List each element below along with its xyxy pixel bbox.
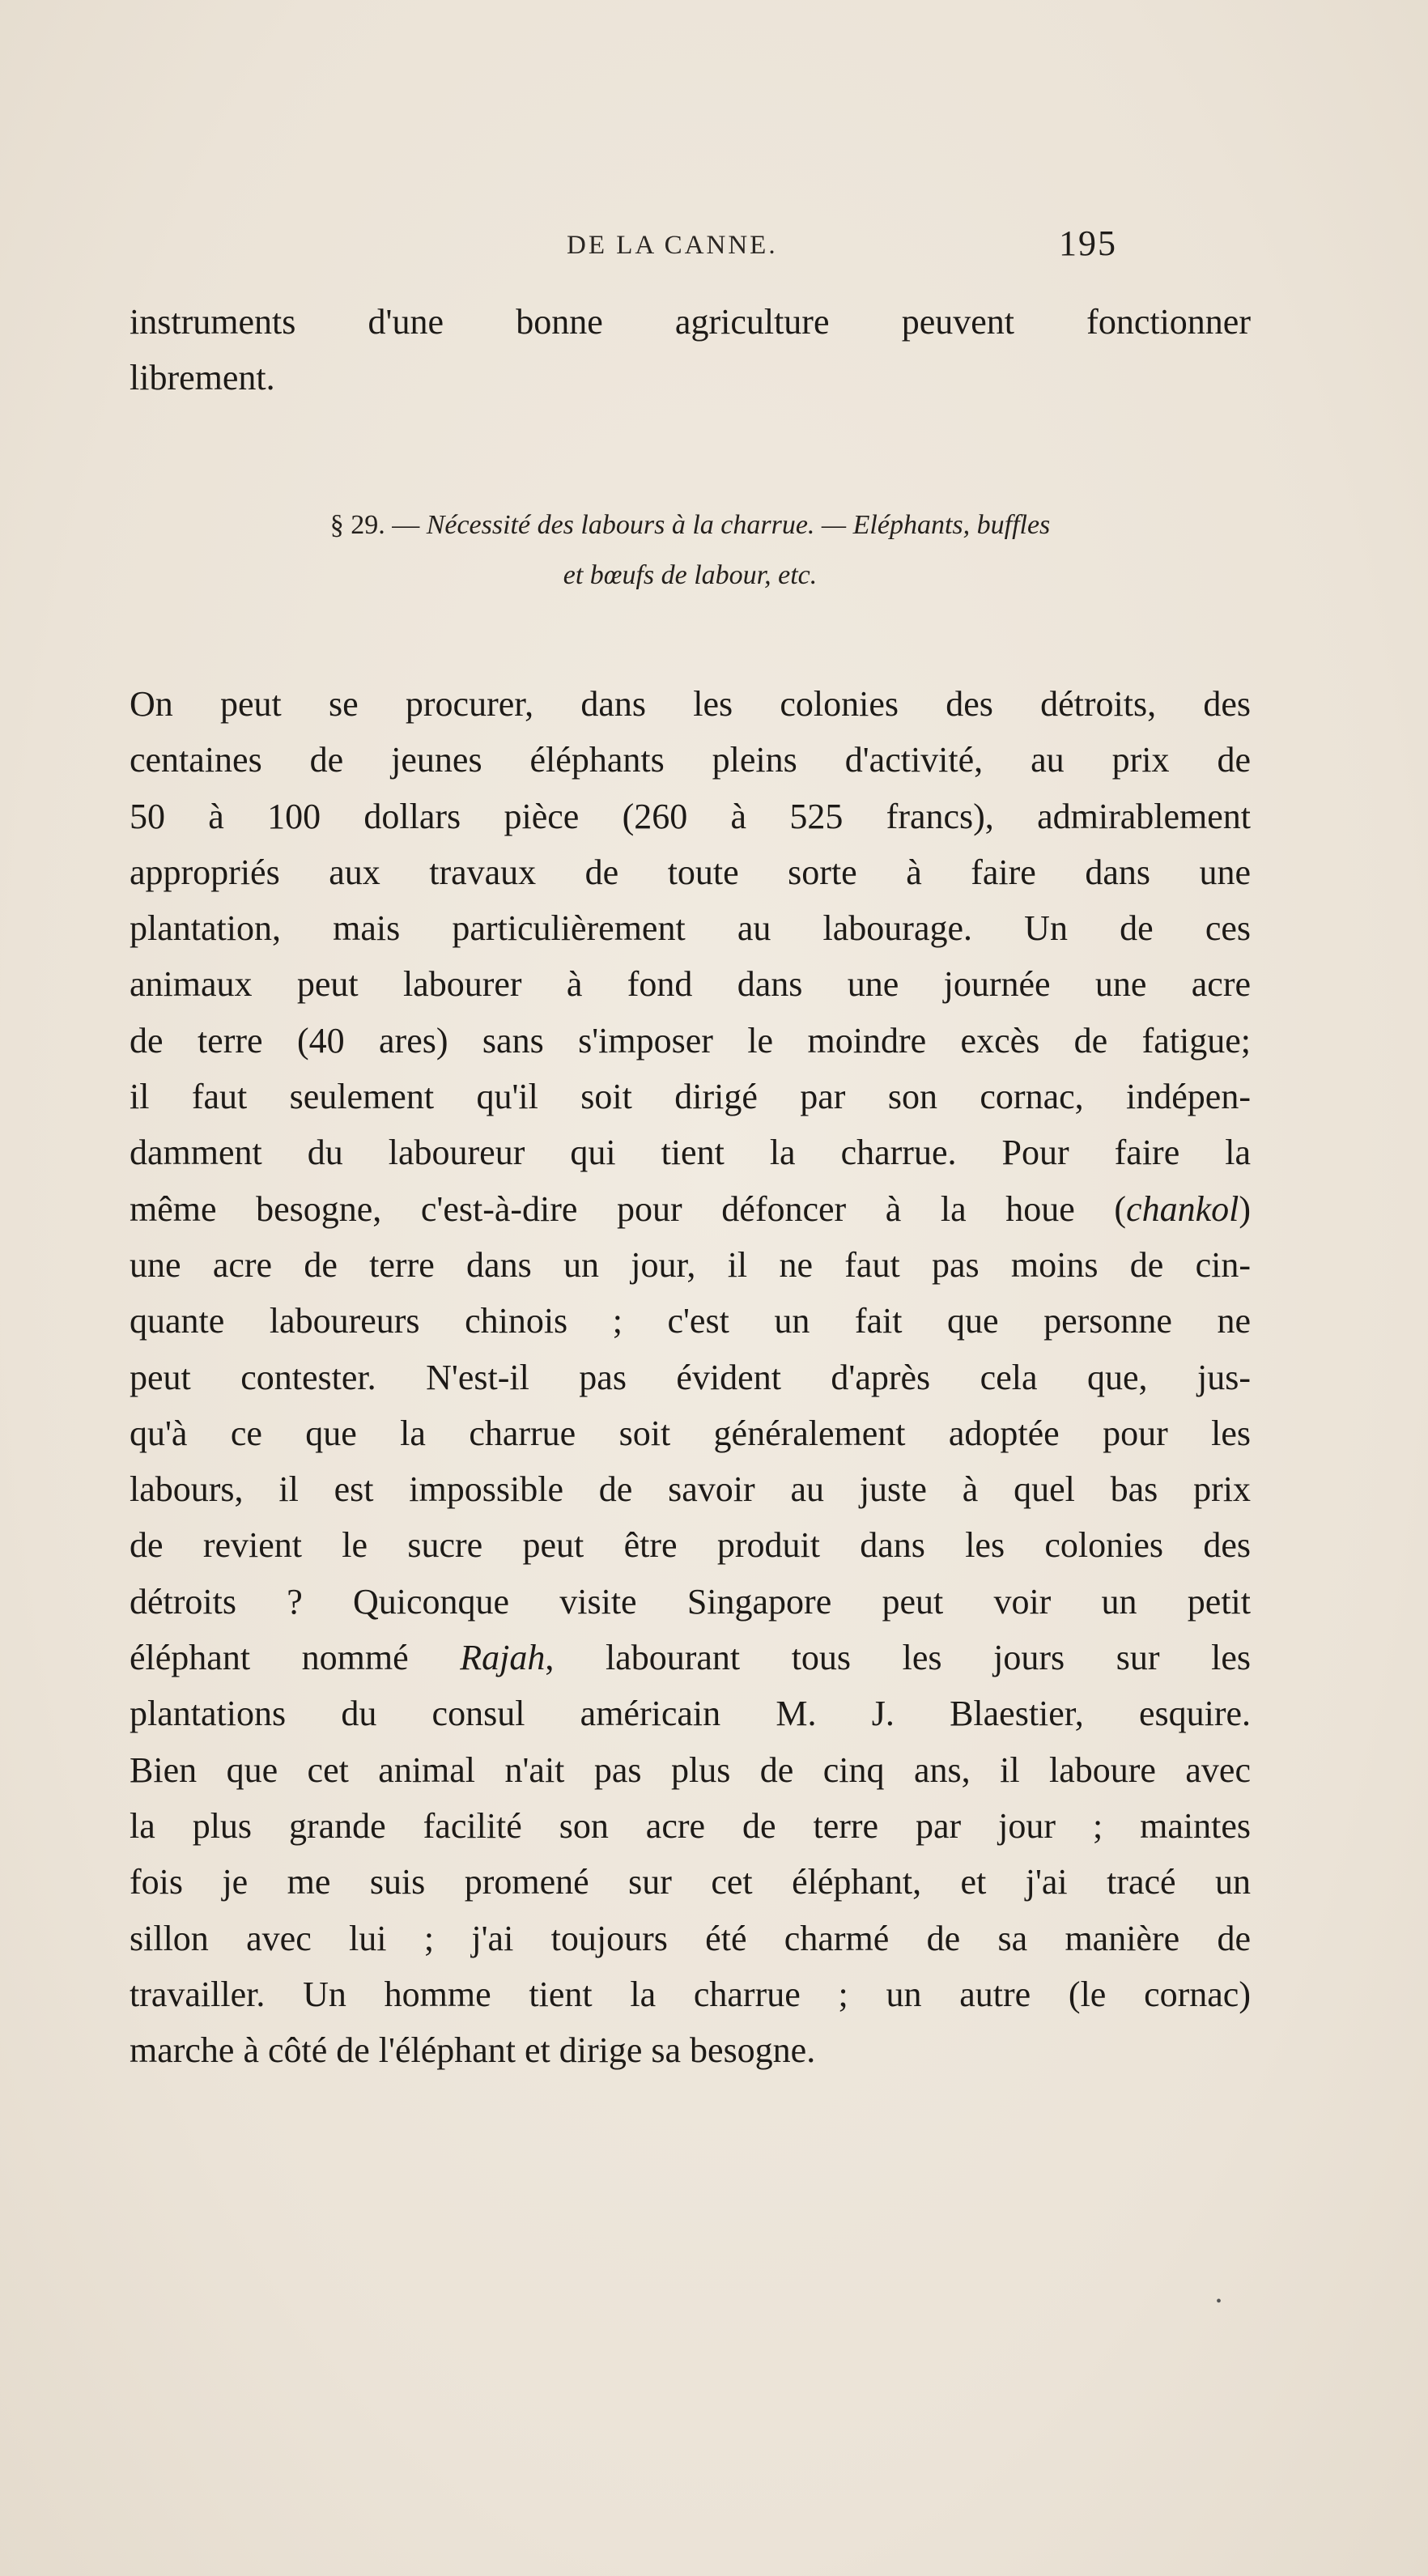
text-line: plantations du consul américain M. J. Blaestier, esquire. <box>130 1694 1251 1734</box>
text-line: de terre (40 ares) sans s'imposer le moindre excès de fatigue; <box>130 1020 1251 1061</box>
text-line: qu'à ce que la charrue soit généralement adoptée pour les <box>130 1413 1251 1453</box>
intro-text <box>130 295 1251 408</box>
section-number: § 29. — <box>329 510 420 540</box>
text-line: On peut se procurer, dans les colonies des détroits, des <box>130 684 1251 724</box>
text-line: une acre de terre dans un jour, il ne faut pas moins de cin- <box>130 1244 1251 1285</box>
running-head: DE LA CANNE. <box>567 231 778 260</box>
text-line: la plus grande facilité son acre de terre par jour ; maintes <box>130 1805 1251 1846</box>
paragraph <box>130 676 1251 2078</box>
text-line: labours, il est impossible de savoir au juste à quel bas prix <box>130 1469 1251 1510</box>
text-line: de revient le sucre peut être produit dans les colonies des <box>130 1525 1251 1566</box>
page-mark: • <box>1216 2293 1222 2310</box>
text-line: damment du laboureur qui tient la charrue. Pour faire la <box>130 1133 1251 1173</box>
text-line: il faut seulement qu'il soit dirigé par son cornac, indépen- <box>130 1077 1251 1117</box>
text-line: librement. <box>130 358 275 398</box>
text-line: Bien que cet animal n'ait pas plus de cinq ans, il laboure avec <box>130 1749 1251 1790</box>
text-line: sillon avec lui ; j'ai toujours été charmé de sa manière de <box>130 1918 1251 1958</box>
italic-term: Rajah <box>460 1638 546 1678</box>
text-line: marche à côté de l'éléphant et dirige sa besogne. <box>130 2030 816 2071</box>
text-line: centaines de jeunes éléphants pleins d'activité, au prix de <box>130 740 1251 780</box>
section-heading-line-1 <box>130 500 1251 550</box>
italic-term: chankol <box>1126 1188 1239 1229</box>
text-line: 50 à 100 dollars pièce (260 à 525 francs), admirablement <box>130 796 1251 836</box>
section-heading <box>130 500 1251 601</box>
text-line: travailler. Un homme tient la charrue ; un autre (le cornac) <box>130 1974 1251 2014</box>
text-line: éléphant nommé Rajah, labourant tous les jours sur les <box>130 1638 1252 1678</box>
text-line: plantation, mais particulièrement au labourage. Un de ces <box>130 908 1251 949</box>
text-line: quante laboureurs chinois ; c'est un fait que personne ne <box>130 1301 1251 1341</box>
section-title-part-2: et bœufs de labour, etc. <box>563 560 818 590</box>
text-line: même besogne, c'est-à-dire pour défoncer à la houe (chankol) <box>130 1188 1251 1229</box>
text-line: instruments d'une bonne agriculture peuvent fonctionner <box>130 302 1251 342</box>
text-line: appropriés aux travaux de toute sorte à faire dans une <box>130 852 1251 892</box>
section-title-part-1: Nécessité des labours à la charrue. — Eléphants, buffles <box>426 510 1051 540</box>
text-line: animaux peut labourer à fond dans une journée une acre <box>130 964 1251 1005</box>
text-line: détroits ? Quiconque visite Singapore peut voir un petit <box>130 1581 1251 1622</box>
page-number: 195 <box>1059 223 1117 263</box>
page-header <box>567 223 1117 279</box>
text-line: peut contester. N'est-il pas évident d'après cela que, jus- <box>130 1357 1251 1397</box>
text-line: fois je me suis promené sur cet éléphant, et j'ai tracé un <box>130 1862 1251 1902</box>
